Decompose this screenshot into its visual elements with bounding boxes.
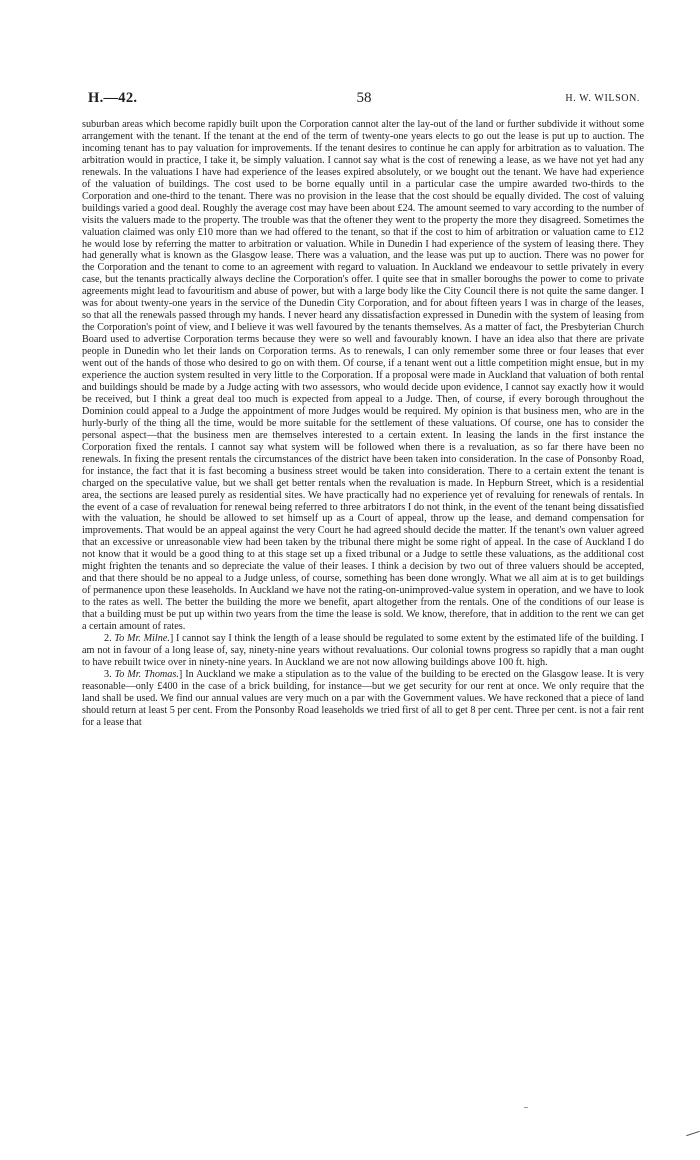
paragraph-2 [82, 633, 644, 669]
page-header [88, 90, 640, 110]
scan-edge-mark [686, 1131, 700, 1136]
scan-speck [524, 1107, 528, 1108]
body-text [82, 119, 644, 729]
paragraph-3-text: In Auckland we make a stipulation as to the value of the building to be erected on the Glasgow lease. It is very reasonable—only £400 in the case of a brick building, for instance—but we get security for our rent at once. We only require that the land shall be used. We find our annual values are very much on a par with the Government values. We have reckoned that a piece of land should return at least 5 per cent. From the Ponsonby Road leaseholds we tried first of all to get 8 per cent. Three per cent. is not a fair rent for a lease that [82, 668, 645, 728]
paragraph-1 [82, 119, 644, 633]
document-reference: H.—42. [88, 90, 138, 106]
witness-name: H. W. WILSON. [565, 93, 640, 104]
paragraph-2-lead: 2. To Mr. Milne.] [104, 632, 174, 644]
paragraph-3 [82, 669, 644, 729]
paragraph-1-text: suburban areas which become rapidly built upon the Corporation cannot alter the lay-out of the land or further subdivide it without some arrangement with the tenant. If the tenant at the end of the term of twenty-one years elects to go out the lease is put up to auction. The incoming tenant has to pay valuation for improvements. If the tenant desires to continue he can apply for arbitration as to valuation. The arbitration would in practice, I take it, be simply valuation. I cannot say what is the cost of renewing a lease, as we have not yet had any renewals. In the valuations I have had experience of the leases expired absolutely, or we bought out the tenant. We have had experience of the valuation of buildings. The cost used to be borne equally until in a particular case the umpire awarded two-thirds to the Corporation and one-third to the tenant. There was no provision in the lease that the cost should be equally divided. The cost of valuing buildings varied a good deal. Roughly the average cost may have been about £24. The amount seemed to vary according to the number of visits the valuers made to the property. The trouble was that the oftener they went to the property the more they disagreed. Sometimes the valuation claimed was only £10 more than we had offered to the tenant, so that if the cost to him of arbitration or valuation came to £12 he would lose by referring the matter to arbitration or valuation. While in Dunedin I had experience of the system of leasing there. They had generally what is known as the Glasgow lease. There was a valuation, and the lease was put up to auction. There was no power for the Corporation and the tenant to come to an agreement with regard to valuation. In Auckland we endeavour to settle privately in every case, but the tenants practically always decline the Corporation's offer. I quite see that in smaller boroughs the power to come to private agreements might lead to favouritism and abuse of power, but with a large body like the City Council there is not quite the same danger. I was for about twenty-one years in the service of the Dunedin City Corporation, and for about fifteen years I was in charge of the leases, so that all the renewals passed through my hands. I never heard any dissatisfaction expressed in Dunedin with the system of leasing from the Corporation's point of view, and I believe it was well favoured by the tenants themselves. As a matter of fact, the Presbyterian Church Board used to advertise Corporation terms because they were so well and favourably known. I have an idea also that there are private people in Dunedin who let their lands on Corporation terms. As to renewals, I can only remember some three or four leases that ever went out of the hands of those who desired to go on with them. Of course, if a tenant went out a little competition might ensue, but in my experience the auction system resulted in very little to the Corporation. If a proposal were made in Auckland that valuation of both rental and buildings should be made by a Judge acting with two assessors, who would decide upon evidence, I cannot say exactly how it would be received, but I think a great deal too much is expected from appeal to a Judge. Then, of course, if every borough throughout the Dominion could appeal to a Judge the appointment of more Judges would be required. My opinion is that business men, who are in the hurly-burly of the thing all the time, would be more suitable for the settlement of these valuations. Of course, one has to consider the personal aspect—that the business men are themselves interested to a certain extent. In leasing the lands in the first instance the Corporation fixed the rentals. I cannot say what system will be followed when there is a revaluation, as so far there have been no renewals. In fixing the present rentals the circumstances of the district have been taken into consideration. In the case of Ponsonby Road, for instance, the fact that it is fast becoming a business street would be taken into consideration. There to a certain extent the tenant is charged on the speculative value, but we shall get better rentals when the revaluation is made. In Hepburn Street, which is a residential area, the sections are leased purely as residential sites. We have practically had no experience yet of revaluing for renewals of rentals. In the event of a case of revaluation for renewal being referred to three arbitrators I do not think, in the event of the tenant being dissatisfied with the valuation, he should be allowed to set himself up as a Court of appeal, throw up the lease, and demand compensation for improvements. That would be an appeal against the very Court he had agreed should decide the matter. If the tenant's own valuer agreed that an excessive or unreasonable view had been taken by the tribunal there might be some right of appeal. In the case of Auckland I do not know that it would be a good thing to at this stage set up a fixed tribunal or a Judge to settle these valuations, as the additional cost might frighten the tenants and so depreciate the value of their leases. I think a decision by two out of three valuers should be accepted, and that there should be no appeal to a Judge unless, of course, something has been done wrongly. What we all aim at is to get buildings of permanence upon these leaseholds. In Auckland we have not the rating-on-unimproved-value system in operation, and we have to look to the rates as well. The better the building the more we benefit, apart altogether from the rentals. One of the conditions of our lease is that a building must be put up within two years from the time the lease is sold. We know, therefore, that in addition to the rent we can get a certain amount of rates. [82, 119, 644, 633]
paragraph-2-text: I cannot say I think the length of a lease should be regulated to some extent by the estimated life of the building. I am not in favour of a long lease of, say, ninety-nine years without revaluations. Our colonial towns progress so rapidly that a man ought to have rebuilt twice over in ninety-nine years. In Auckland we are not now allowing buildings above 100 ft. high. [82, 632, 645, 668]
page-number: 58 [356, 90, 372, 106]
paragraph-3-lead: 3. To Mr. Thomas.] [104, 668, 183, 680]
